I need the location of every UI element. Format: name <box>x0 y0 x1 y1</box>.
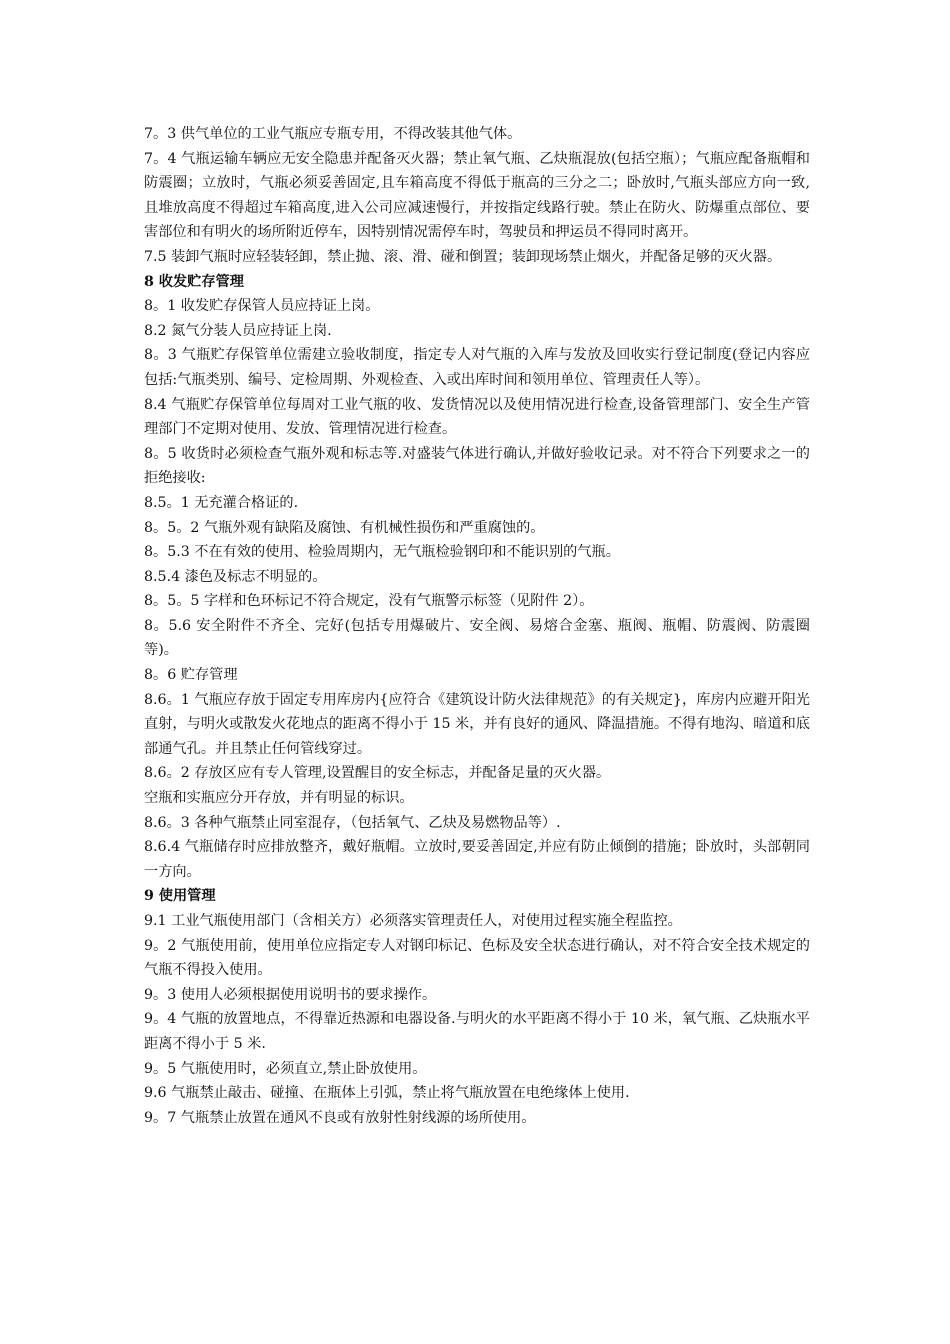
paragraph-9-4: 9。4 气瓶的放置地点，不得靠近热源和电器设备.与明火的水平距离不得小于 10 米，氧气瓶、乙炔瓶水平距离不得小于 5 米. <box>144 1011 810 1052</box>
paragraph-7-5: 7.5 装卸气瓶时应轻装轻卸，禁止抛、滚、滑、碰和倒置；装卸现场禁止烟火，并配备足够的灭火器。 <box>144 248 782 265</box>
paragraph-7-4: 7。4 气瓶运输车辆应无安全隐患并配备灭火器；禁止氧气瓶、乙炔瓶混放(包括空瓶）；气瓶应配备瓶帽和防震圈；立放时，气瓶必须妥善固定,且车箱高度不得低于瓶高的三分之二；卧放时,气瓶头部应方向一致,且堆放高度不得超过车箱高度,进入公司应减速慢行，并按指定线路行驶。禁止在防火、防爆重点部位、要害部位和有明火的场所附近停车，因特别情况需停车时，驾驶员和押运员不得同时离开。 <box>144 150 810 241</box>
paragraph-8-6-3: 8.6。3 各种气瓶禁止同室混存，（包括氧气、乙炔及易燃物品等）. <box>144 814 561 831</box>
paragraph-8-6-4: 8.6.4 气瓶储存时应排放整齐，戴好瓶帽。立放时,要妥善固定,并应有防止倾倒的措施；卧放时，头部朝同一方向。 <box>144 839 810 880</box>
paragraph-8-5-1: 8.5。1 无充灌合格证的. <box>144 494 299 511</box>
paragraph-8-5-2: 8。5。2 气瓶外观有缺陷及腐蚀、有机械性损伤和严重腐蚀的。 <box>144 519 545 536</box>
paragraph-8-1: 8。1 收发贮存保管人员应持证上岗。 <box>144 298 380 315</box>
paragraph-9-7: 9。7 气瓶禁止放置在通风不良或有放射性射线源的场所使用。 <box>144 1109 536 1126</box>
paragraph-8-5-3: 8。5.3 不在有效的使用、检验周期内，无气瓶检验钢印和不能识别的气瓶。 <box>144 544 620 561</box>
paragraph-8-5-5: 8。5。5 字样和色环标记不符合规定，没有气瓶警示标签（见附件 2）。 <box>144 593 594 610</box>
paragraph-8-5-4: 8.5.4 漆色及标志不明显的。 <box>144 568 327 585</box>
paragraph-7-3: 7。3 供气单位的工业气瓶应专瓶专用，不得改装其他气体。 <box>144 126 522 142</box>
paragraph-8-2: 8.2 氮气分装人员应持证上岗. <box>144 322 332 339</box>
paragraph-8-6-2: 8.6。2 存放区应有专人管理,设置醒目的安全标志，并配备足量的灭火器。 <box>144 765 611 782</box>
paragraph-9-1: 9.1 工业气瓶使用部门（含相关方）必须落实管理责任人，对使用过程实施全程监控。 <box>144 913 682 929</box>
paragraph-9-2: 9。2 气瓶使用前，使用单位应指定专人对钢印标记、色标及安全状态进行确认，对不符合安全技术规定的气瓶不得投入使用。 <box>144 937 810 979</box>
paragraph-8-6-2-cont: 空瓶和实瓶应分开存放，并有明显的标识。 <box>144 790 414 807</box>
paragraph-8-3: 8。3 气瓶贮存保管单位需建立验收制度，指定专人对气瓶的入库与发放及回收实行登记制度(登记内容应包括:气瓶类别、编号、定检周期、外观检查、入或出库时间和领用单位、管理责任人等）。 <box>144 347 810 388</box>
section-heading-9: 9 使用管理 <box>144 888 216 905</box>
paragraph-8-4: 8.4 气瓶贮存保管单位每周对工业气瓶的收、发货情况以及使用情况进行检查,设备管理部门、安全生产管理部门不定期对使用、发放、管理情况进行检查。 <box>144 396 810 438</box>
paragraph-8-5-6: 8。5.6 安全附件不齐全、完好(包括专用爆破片、安全阀、易熔合金塞、瓶阀、瓶帽、防震阀、防震圈等)。 <box>144 617 810 659</box>
paragraph-9-3: 9。3 使用人必须根据使用说明书的要求操作。 <box>144 986 437 1003</box>
paragraph-9-5: 9。5 气瓶使用时，必须直立,禁止卧放使用。 <box>144 1060 427 1077</box>
section-heading-8: 8 收发贮存管理 <box>144 273 244 290</box>
paragraph-8-6-1: 8.6。1 气瓶应存放于固定专用库房内{应符合《建筑设计防火法律规范》的有关规定}，库房内应避开阳光直射，与明火或散发火花地点的距离不得小于 15 米，并有良好的通风、降温措施。不得有地沟、暗道和底部通气孔。并且禁止任何管线穿过。 <box>144 691 810 757</box>
paragraph-8-6: 8。6 贮存管理 <box>144 667 238 684</box>
paragraph-8-5: 8。5 收货时必须检查气瓶外观和标志等.对盛装气体进行确认,并做好验收记录。对不符合下列要求之一的拒绝接收: <box>144 445 810 487</box>
paragraph-9-6: 9.6 气瓶禁止敲击、碰撞、在瓶体上引弧，禁止将气瓶放置在电绝缘体上使用. <box>144 1085 630 1102</box>
